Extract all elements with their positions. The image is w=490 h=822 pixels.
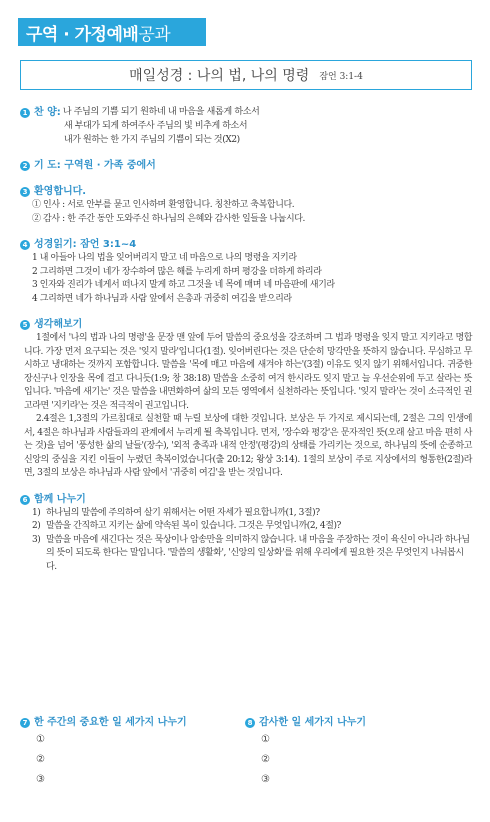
question-text: 말씀을 마음에 새긴다는 것은 묵상이나 암송만을 의미하지 않습니다. 내 마음을 주장하는 것이 육신이 아니라 하나님의 뜻이 되도록 한다는 말입니다. '말씀의 생활화', '신앙의 일상화'를 위해 우리에게 필요한 것은 무엇인지 나눠봅시다. (46, 534, 470, 572)
section-label: 기 도: 구역원 · 가족 중에서 (34, 160, 156, 171)
praise-line: 내가 원하는 한 가지 주님의 기쁨이 되는 것(X2) (64, 134, 240, 145)
question-marker: 2) (32, 521, 41, 531)
section-label: 환영합니다. (34, 186, 87, 197)
section-label: 생각해보기 (34, 319, 83, 330)
section-welcome (20, 185, 472, 226)
verse-line: 2 그리하면 그것이 네가 장수하여 많은 해를 누리게 하며 평강을 더하게 하리라 (32, 266, 322, 277)
section-reflection (20, 318, 472, 481)
blank-item: ② (36, 754, 45, 765)
number-badge: 4 (20, 240, 30, 250)
question-marker: 3) (32, 534, 41, 545)
blank-item: ③ (261, 774, 270, 785)
content (20, 106, 472, 586)
question-text: 하나님의 말씀에 주의하여 살기 위해서는 어떤 자세가 필요합니까(1, 3절)? (46, 507, 320, 518)
section-thanks (245, 716, 470, 790)
praise-line: 나 주님의 기쁨 되기 원하네 내 마음을 새롭게 하소서 (62, 107, 260, 118)
header-title: 구역 · 가정예배 (26, 24, 139, 45)
title-box (20, 60, 472, 90)
share-question (20, 534, 472, 575)
section-praise-head (20, 106, 472, 120)
verse-line: 3 인자와 진리가 네게서 떠나지 말게 하고 그것을 네 목에 매며 네 마음판에 새기라 (32, 280, 335, 290)
section-share (20, 493, 472, 575)
number-badge: 1 (20, 108, 30, 118)
verse-line: 4 그리하면 네가 하나님과 사람 앞에서 은총과 귀중히 여김을 받으리라 (32, 293, 292, 304)
section-thanks-head (245, 716, 470, 730)
section-label: 성경읽기: 잠언 3:1~4 (34, 239, 137, 250)
blank-item: ③ (36, 774, 45, 785)
section-welcome-head (20, 185, 472, 199)
section-prayer (20, 159, 472, 173)
welcome-line: ② 감사 : 한 주간 동안 도와주신 하나님의 은혜와 감사한 일들을 나눕시다. (32, 213, 305, 224)
section-reflection-head (20, 318, 472, 332)
reflection-paragraph: 2.4절은 1,3절의 가르침대로 실천할 때 누릴 보상에 대한 것입니다. 보상은 두 가지로 제시되는데, 2절은 그의 인생에서, 4절은 하나님과 사람들과의 관계에서 누리게 될 축복입니다. 먼저, '장수와 평강'은 문자적인 뜻(오래 살고 마음 편히 사는 것)을 넘어 '풍성한 삶의 날들'(장수), '외적 충족과 내적 안정'(평강)의 상태를 가리키는 것으로, 하나님의 뜻에 순종하고 신앙의 중심을 지킨 이들이 누렸던 축복이었습니다(출 20:12; 왕상 3:14). 1절의 보상이 주로 지상에서의 형통한(2절)라면, 3절의 보상은 하나님과 사람 앞에서 '귀중히 여김'을 받는 것입니다. (24, 414, 472, 478)
number-badge: 6 (20, 495, 30, 505)
section-reading (20, 238, 472, 306)
section-label: 함께 나누기 (34, 493, 86, 505)
number-badge: 5 (20, 320, 30, 330)
section-label: 한 주간의 중요한 일 세가지 나누기 (34, 717, 187, 728)
share-question (20, 520, 472, 534)
blank-item: ① (36, 734, 45, 745)
section-important (20, 716, 245, 790)
blank-item: ① (261, 734, 270, 745)
blank-item: ② (261, 754, 270, 765)
welcome-line: ① 인사 : 서로 안부를 묻고 인사하며 환영합니다. 칭찬하고 축복합니다. (32, 200, 295, 210)
number-badge: 3 (20, 187, 30, 197)
number-badge: 8 (245, 718, 255, 728)
praise-line: 새 부대가 되게 하여주사 주님의 빛 비추게 하소서 (64, 121, 248, 131)
section-prayer-head (20, 159, 472, 173)
header-title-suffix: 공과 (138, 24, 171, 45)
section-praise (20, 106, 472, 147)
section-label: 감사한 일 세가지 나누기 (259, 717, 367, 728)
bottom-columns (20, 716, 472, 790)
question-marker: 1) (32, 507, 41, 518)
share-question (20, 507, 472, 521)
header-bar (18, 18, 206, 46)
scripture-reference: 잠언 3:1-4 (319, 71, 363, 82)
question-text: 말씀을 간직하고 지키는 삶에 약속된 복이 있습니다. 그것은 무엇입니까(2, 4절)? (46, 521, 341, 531)
page-title: 매일성경 : 나의 법, 나의 명령 (129, 68, 310, 84)
section-share-head (20, 493, 472, 507)
verse-line: 1 내 아들아 나의 법을 잊어버리지 말고 네 마음으로 나의 명령을 지키라 (32, 253, 297, 263)
section-label: 찬 양: (34, 107, 61, 118)
section-important-head (20, 716, 245, 730)
section-reading-head (20, 238, 472, 252)
number-badge: 2 (20, 161, 30, 171)
number-badge: 7 (20, 718, 30, 728)
reflection-body (20, 332, 472, 481)
reflection-paragraph: 1절에서 '나의 법과 나의 명령'을 문장 맨 앞에 두어 말씀의 중요성을 강조하며 그 법과 명령을 잊지 말고 지키라고 명합니다. 가장 먼저 요구되는 것은 '잊지 말라'입니다(1절). 잊어버린다는 것은 단순히 망각만을 뜻하지 않습니다. 무심하고 무시하고 냉대하는 것까지 포함합니다. 말씀을 '목에 매고 마음에 새겨야 하는'(3절) 이유도 잊지 않기 위해서입니다. 귀중한 장신구나 인장을 목에 걸고 다니듯(1:9; 창 38:18) 말씀을 소중히 여겨 한시라도 잊지 말고 늘 우선순위에 두고 살라는 뜻입니다. '마음에 새기는' 것은 말씀을 내면화하여 삶의 모든 영역에서 실천하라는 뜻입니다. '잊지 말라'는 것이 소극적인 권고라면 '지키라'는 것은 적극적이 권고입니다. (24, 333, 472, 411)
